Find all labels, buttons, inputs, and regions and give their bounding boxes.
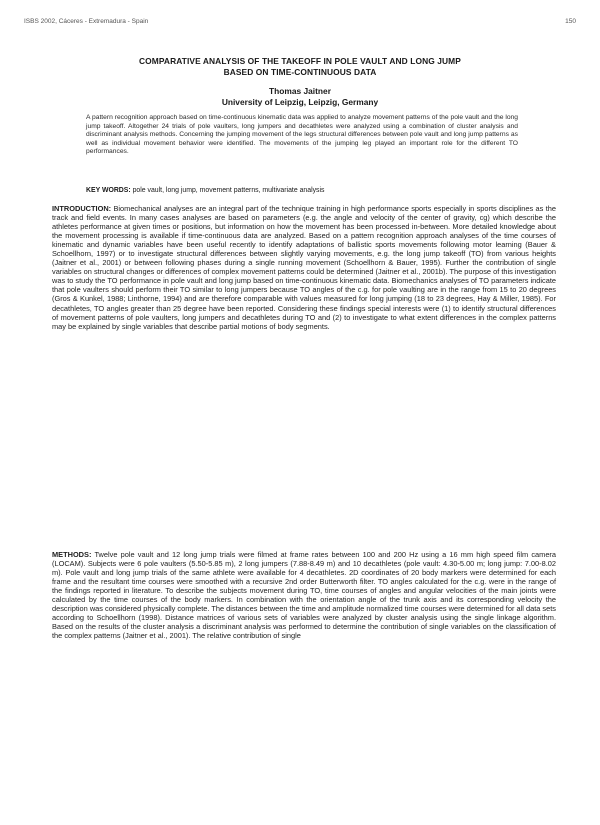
- title-line-1: COMPARATIVE ANALYSIS OF THE TAKEOFF IN POLE VAULT AND LONG JUMP: [139, 56, 461, 66]
- running-head-left: ISBS 2002, Cáceres - Extremadura - Spain: [24, 18, 149, 25]
- keywords-label: KEY WORDS:: [86, 187, 131, 194]
- introduction-section: [52, 204, 556, 331]
- methods-heading: METHODS:: [52, 550, 92, 559]
- methods-section: [52, 550, 556, 640]
- keywords: [86, 186, 518, 195]
- author-block: [40, 86, 560, 108]
- introduction-text: Biomechanical analyses are an integral part of the technique training in high performance sports especially in sports disciplines as the track and field events. In many cases analyses are based on parameters (e.g. the angle and velocity of the center of gravity, cg) which describe the athletes performance at given times or positions, but information on how the movement has been processed in-between. More detailed knowledge about the movement processing is available if time-continuous data are analyzed. Based on a pattern recognition approach analyses of the time courses of kinematic and dynamic variables have been useful recently to identify adaptations of ballistic sports movements following motor learning (Bauer & Schoellhorn, 1997) or to investigate structural differences between slightly varying movements, e.g. the long jump takeoff (TO) from various heights (Jaitner et al., 2001) or between following phases during a single running movement (Schoellhorn & Bauer, 1995). Further the contribution of single variables on structural changes or differences of complex movement patterns could be determined (Jaitner et al., 2001b). The purpose of this investigation was to study the TO performance in pole vault and long jump based on time-continuous kinematic data. Biomechanics analyses of TO parameters indicate that pole vaulters should perform their TO similar to long jumpers because TO angles of the c.g. for pole vaulting are in the range from 15 to 20 degrees (Gros & Kunkel, 1988; Linthorne, 1994) and are therefore comparable with values measured for long jumping (18 to 23 degrees, Hay & Miller, 1985). For decathletes, TO angles greater than 25 degree have been reported. Considering these findings special interests were (1) to identify structural differences of movement patterns of pole vaulters, long jumpers and decathletes during TO and (2) to investigate to what extent differences in the complex patterns may be explained by single variables that describe partial motions of body segments.: [52, 204, 556, 331]
- title-line-2: BASED ON TIME-CONTINUOUS DATA: [223, 67, 377, 77]
- introduction-heading: INTRODUCTION:: [52, 204, 112, 213]
- author-affiliation: University of Leipzig, Leipzig, Germany: [221, 97, 379, 107]
- page-number: 150: [565, 18, 576, 25]
- running-head: [24, 18, 576, 25]
- author-name: Thomas Jaitner: [269, 86, 331, 96]
- methods-text: Twelve pole vault and 12 long jump trials were filmed at frame rates between 100 and 200 Hz using a 16 mm high speed film camera (LOCAM). Subjects were 6 pole vaulters (5.50-5.85 m), 2 long jumpers (7.88-8.49 m) and 10 decathletes (pole vault: 4.30-5.00 m; long jump: 7.00-8.02 m). Pole vault and long jump trials of the same athlete were available for 4 decathletes. 2D coordinates of 20 body markers were determined for each frame and the resultant time courses were smoothed with a recursive 2nd order Butterworth filter. TO angles calculated for the c.g. were in the range of the findings reported in literature. To describe the subjects movement during TO, time courses of angles and angular velocities of the main joints were calculated by the time courses of the body markers. In combination with the orientation angle of the trunk axis and its corresponding velocity the description was considered physically complete. The distances between the time and amplitude normalized time courses were determined for all data sets according to Schoellhorn (1998). Distance matrices of various sets of variables were analyzed by cluster analysis using the single linkage algorithm. Based on the results of the cluster analysis a discriminant analysis was performed to determine the contribution of single variables on the classification of the complex patterns (Jaitner et al., 2001). The relative contribution of single: [52, 550, 556, 641]
- paper-title: [40, 56, 560, 78]
- abstract: A pattern recognition approach based on time-continuous kinematic data was applied to analyze movement patterns of the pole vault and the long jump takeoff. Altogether 24 trials of pole vaulters, long jumpers and decathletes were analyzed using a combination of cluster analysis and discriminant analysis methods. Concerning the jumping movement of the legs structural differences between pole vault and long jump patterns as well as individual movement behavior were identified. The movements of the jumping leg played an important role for the different TO performances.: [86, 114, 518, 156]
- keywords-text: pole vault, long jump, movement patterns, multivariate analysis: [130, 187, 325, 194]
